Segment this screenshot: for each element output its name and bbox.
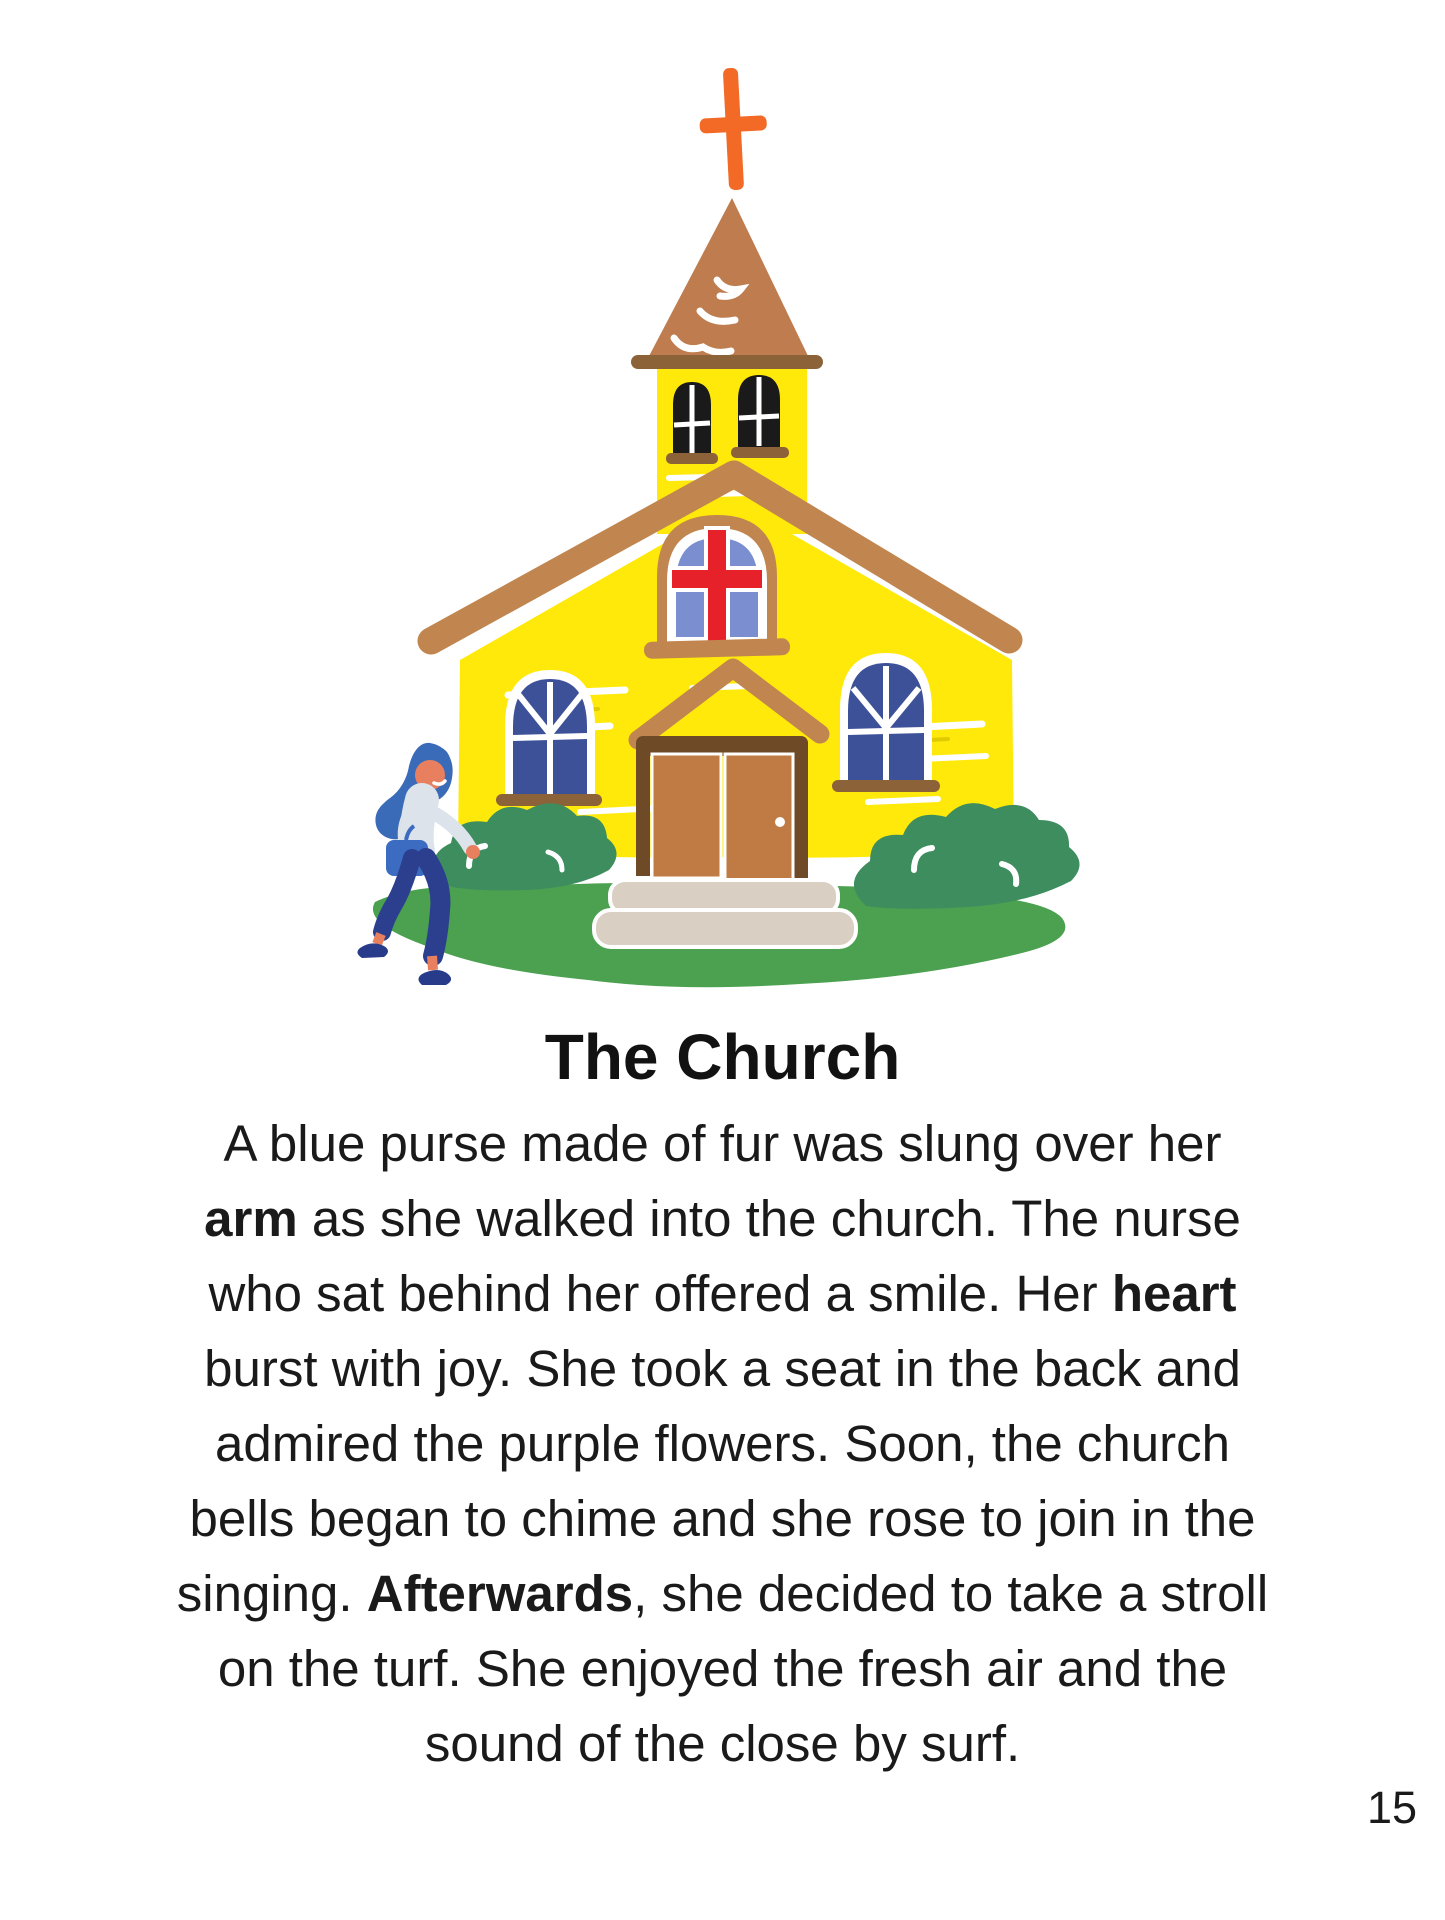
- cross: [697, 66, 770, 191]
- page-number: 15: [1366, 1782, 1417, 1833]
- door: [636, 736, 808, 881]
- story-line: admired the purple flowers. Soon, the church: [215, 1415, 1230, 1472]
- page-title: The Church: [544, 1021, 901, 1093]
- story-line: who sat behind her offered a smile. Her heart: [208, 1265, 1237, 1322]
- story-line: A blue purse made of fur was slung over her: [223, 1115, 1222, 1172]
- story-line: on the turf. She enjoyed the fresh air and the: [217, 1640, 1228, 1697]
- side-window-right: [832, 653, 940, 792]
- story-line: arm as she walked into the church. The nurse: [204, 1190, 1241, 1247]
- story-line: sound of the close by surf.: [424, 1715, 1021, 1772]
- church-illustration: [280, 40, 1100, 1020]
- steeple-roof: [631, 198, 823, 369]
- story-line: burst with joy. She took a seat in the back and: [204, 1340, 1241, 1397]
- story-line: bells began to chime and she rose to join in the: [189, 1490, 1256, 1547]
- story-text: [80, 1106, 1365, 1781]
- steps: [594, 880, 856, 947]
- story-line: singing. Afterwards, she decided to take a stroll: [176, 1565, 1269, 1622]
